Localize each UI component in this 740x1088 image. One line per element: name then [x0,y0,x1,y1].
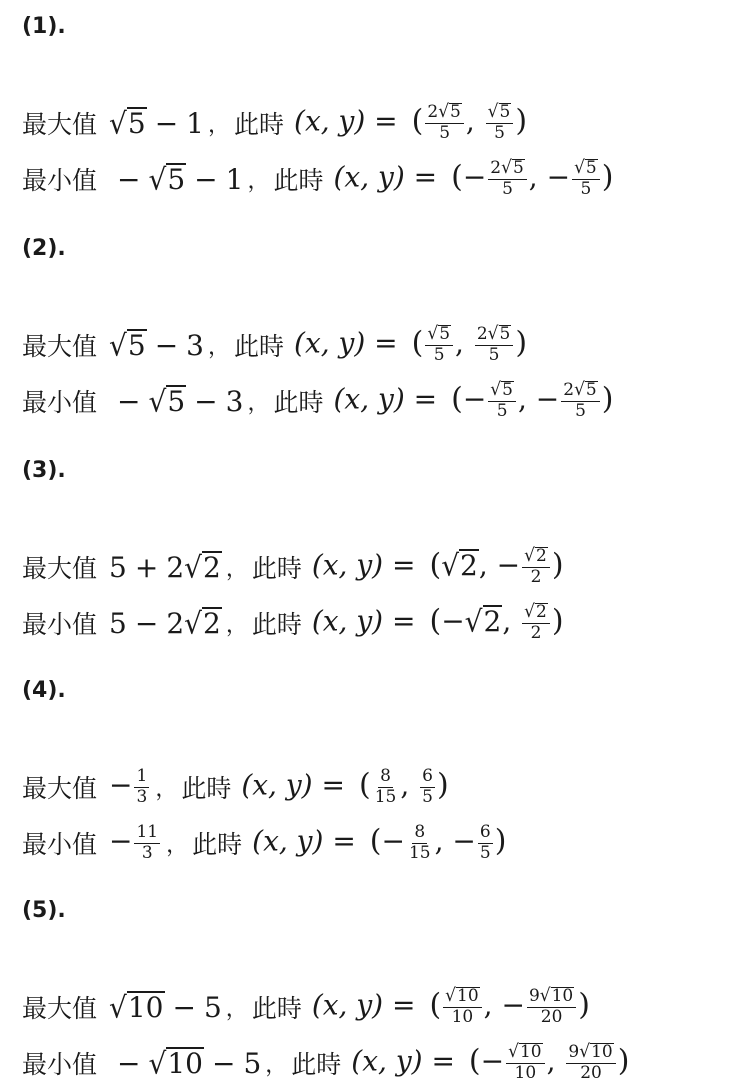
radical-sign: √ [441,547,460,583]
coefficient: 2 [427,101,439,122]
fullwidth-comma: ， [225,612,248,638]
radical-sign: √ [579,1041,591,1063]
radicand: 2 [535,601,547,622]
xy-lhs: (x, y) = [241,768,345,802]
close-paren: ) [551,603,564,639]
point-expression [312,547,564,587]
fraction [425,103,464,143]
close-paren: ) [494,823,507,859]
minus-sign: − [109,768,133,802]
square-root [501,159,525,179]
extreme-value [109,551,222,584]
min-value-line [22,376,613,426]
extreme-value [109,1047,261,1080]
section-heading: (3). [22,458,66,483]
max-label: 最大值 [22,332,98,361]
square-root [524,603,548,623]
radicand: 5 [450,101,461,122]
max-value-line [22,98,527,148]
number: 5 [243,1046,262,1080]
point-expression [241,767,448,807]
fraction [420,767,435,807]
fraction [561,381,600,421]
square-root [109,107,147,140]
comma: , [465,104,484,138]
radicand: 10 [591,1041,613,1062]
number: 2 [166,606,185,640]
min-label: 最小值 [22,388,98,417]
fullwidth-comma: ， [166,832,189,858]
numerator [527,987,576,1008]
problem-section [22,676,732,863]
radical-sign: √ [427,323,439,345]
square-root [540,987,574,1007]
denominator: 2 [530,622,542,643]
comma: , [400,768,419,802]
radical-sign: √ [524,601,535,623]
fraction [506,1043,544,1083]
close-paren: ) [601,381,614,417]
point-expression [312,603,564,643]
number: 1 [186,106,204,140]
operator: − [117,384,141,418]
point-label: 此時 [251,610,302,639]
radical-sign: √ [438,101,450,123]
numerator: 6 [479,821,491,842]
square-root [184,551,222,584]
point-label: 此時 [234,332,285,361]
min-value-line [22,598,564,648]
radical-sign: √ [109,989,127,1025]
fraction [475,325,514,365]
square-root [445,987,479,1007]
extreme-value [109,163,243,196]
radicand: 10 [551,985,574,1006]
max-label: 最大值 [22,994,98,1023]
minus-sign: − [462,160,487,194]
open-paren: ( [369,823,382,859]
max-label: 最大值 [22,110,98,139]
extreme-value [109,991,222,1024]
numerator: 6 [422,765,433,786]
numerator [506,1043,544,1064]
minus-sign: − [546,160,571,194]
denominator: 3 [136,786,148,807]
radicand: 2 [202,550,221,584]
point-expression [294,325,527,365]
radical-sign: √ [148,1045,167,1081]
point-label: 此時 [251,994,302,1023]
coefficient: 2 [490,157,502,178]
operator: − [194,384,218,418]
operator: − [211,1046,236,1080]
radicand: 5 [512,157,524,178]
max-value-line [22,982,590,1032]
point-label: 此時 [291,1050,342,1079]
min-label: 最小值 [22,166,98,195]
radicand: 2 [535,545,547,566]
minus-sign: − [441,604,465,638]
close-paren: ) [436,767,449,803]
radical-sign: √ [508,1041,519,1063]
point-label: 此時 [234,110,285,139]
radical-sign: √ [109,105,127,141]
extreme-value [109,607,222,640]
denominator: 10 [451,1006,474,1027]
xy-lhs: (x, y) = [333,160,438,194]
close-paren: ) [515,325,528,361]
operator: − [154,328,179,362]
numerator [561,381,600,402]
xy-lhs: (x, y) = [311,548,416,582]
extreme-value [109,329,204,362]
minus-sign: − [480,1044,505,1078]
min-value-line [22,1038,629,1088]
xy-lhs: (x, y) = [333,382,438,416]
fullwidth-comma: ， [207,112,230,138]
radical-sign: √ [148,161,167,197]
point-expression [312,987,590,1027]
denominator: 5 [422,786,433,807]
problem-section [22,456,732,643]
numerator [566,1043,615,1064]
max-label: 最大值 [22,774,98,803]
number: 5 [109,550,127,584]
minus-sign: − [501,988,525,1022]
fraction [373,767,399,807]
xy-lhs: (x, y) = [252,824,356,858]
open-paren: ( [468,1043,481,1079]
open-paren: ( [429,603,442,639]
open-paren: ( [451,381,463,417]
denominator: 3 [141,842,153,863]
square-root [579,1043,613,1063]
radical-sign: √ [184,549,202,585]
number: 1 [225,162,244,196]
denominator: 20 [580,1062,602,1083]
section-heading: (4). [22,678,66,703]
fraction [443,987,481,1027]
radicand: 5 [167,384,186,418]
xy-lhs: (x, y) = [311,988,416,1022]
square-root [465,605,503,638]
operator: + [134,550,159,584]
denominator: 5 [479,842,491,863]
radical-sign: √ [109,327,127,363]
radicand: 5 [127,328,146,362]
open-paren: ( [411,325,424,361]
radical-sign: √ [574,157,585,179]
denominator: 5 [433,344,445,365]
denominator: 15 [408,842,431,863]
denominator: 5 [496,400,508,421]
open-paren: ( [429,987,442,1023]
minus-sign: − [535,382,560,416]
comma: , [546,1044,565,1078]
min-label: 最小值 [22,1050,98,1079]
open-paren: ( [358,767,371,803]
xy-lhs: (x, y) = [311,604,416,638]
extreme-value [109,823,162,863]
square-root [184,607,222,640]
numerator [425,325,453,346]
section-heading: (5). [22,898,66,923]
numerator: 8 [380,765,391,786]
open-paren: ( [411,103,424,139]
fraction [522,603,550,643]
radicand: 10 [167,1046,203,1080]
point-label: 此時 [181,774,232,803]
fraction [134,767,149,807]
square-root [148,1047,203,1080]
fullwidth-comma: ， [247,168,270,194]
square-root [109,991,164,1024]
radicand: 5 [167,162,186,196]
point-label: 此時 [273,388,324,417]
radical-sign: √ [148,383,167,419]
radicand: 2 [483,604,502,638]
fullwidth-comma: ， [155,776,178,802]
radical-sign: √ [445,985,457,1007]
numerator: 1 [136,765,148,786]
operator: − [117,162,141,196]
max-value-line [22,320,527,370]
max-label: 最大值 [22,554,98,583]
point-expression [333,159,613,199]
xy-lhs: (x, y) = [294,104,398,138]
square-root [574,381,598,401]
radicand: 5 [585,157,597,178]
numerator [443,987,481,1008]
radical-sign: √ [490,379,502,401]
close-paren: ) [515,103,528,139]
numerator [572,159,600,180]
xy-lhs: (x, y) = [351,1044,455,1078]
radical-sign: √ [487,323,499,345]
square-root [148,385,186,418]
point-expression [333,381,613,421]
fullwidth-comma: ， [247,390,270,416]
operator: − [172,990,196,1024]
close-paren: ) [578,987,590,1023]
radicand: 5 [127,106,146,140]
square-root [490,381,514,401]
coefficient: 9 [568,1041,580,1062]
radical-sign: √ [184,605,202,641]
radical-sign: √ [464,603,483,639]
fraction [407,823,433,863]
denominator: 5 [439,122,451,143]
extreme-value [109,107,204,140]
min-label: 最小值 [22,610,98,639]
radicand: 5 [499,323,511,344]
problem-section [22,896,732,1083]
max-value-line [22,762,449,812]
minus-sign: − [381,824,405,858]
operator: − [154,106,179,140]
section-heading: (2). [22,236,66,261]
denominator: 5 [494,122,505,143]
radicand: 2 [460,548,478,582]
operator: − [117,1046,141,1080]
radical-sign: √ [524,545,535,567]
square-root [574,159,598,179]
point-label: 此時 [251,554,302,583]
denominator: 5 [575,400,586,421]
comma: , [483,988,502,1022]
numerator [522,603,550,624]
comma: , [434,824,453,858]
radicand: 5 [502,379,513,400]
denominator: 20 [540,1006,563,1027]
fullwidth-comma: ， [225,996,248,1022]
extreme-value [109,385,243,418]
comma: , [502,604,521,638]
problem-section [22,12,732,199]
numerator [425,103,464,124]
numerator [486,103,514,124]
close-paren: ) [617,1043,630,1079]
point-label: 此時 [273,166,324,195]
number: 5 [203,990,222,1024]
point-expression [252,823,506,863]
close-paren: ) [601,159,614,195]
numerator: 11 [136,821,159,842]
close-paren: ) [551,547,564,583]
fullwidth-comma: ， [265,1052,288,1078]
denominator: 15 [374,786,397,807]
square-root [441,549,479,582]
numerator [475,325,514,346]
open-paren: ( [451,159,463,195]
extreme-value [109,767,151,807]
radicand: 10 [519,1041,542,1062]
radicand: 2 [202,606,221,640]
fraction [566,1043,615,1083]
point-label: 此時 [192,830,243,859]
denominator: 5 [488,344,500,365]
fraction [134,823,160,863]
operator: − [134,606,159,640]
number: 3 [186,328,204,362]
number: 5 [109,606,127,640]
fraction [488,159,527,199]
denominator: 10 [514,1062,537,1083]
radicand: 5 [439,323,451,344]
min-value-line [22,818,506,868]
square-root [427,325,451,345]
comma: , [528,160,547,194]
open-paren: ( [429,547,442,583]
radical-sign: √ [574,379,585,401]
square-root [148,163,186,196]
radical-sign: √ [501,157,512,179]
fraction [572,159,600,199]
comma: , [455,326,473,360]
point-expression [294,103,527,143]
fraction [425,325,453,365]
fullwidth-comma: ， [207,334,230,360]
square-root [524,547,548,567]
fraction [488,381,516,421]
minus-sign: − [109,824,133,858]
min-label: 最小值 [22,830,98,859]
minus-sign: − [452,824,476,858]
number: 2 [166,550,185,584]
square-root [438,103,462,123]
number: 3 [225,384,244,418]
square-root [488,325,512,345]
fraction [522,547,550,587]
coefficient: 9 [528,985,540,1006]
denominator: 2 [530,566,542,587]
max-value-line [22,542,564,592]
coefficient: 2 [563,379,575,400]
square-root [109,329,147,362]
radicand: 5 [585,379,597,400]
point-expression [351,1043,629,1083]
fraction [486,103,514,143]
fraction [527,987,576,1027]
operator: − [194,162,218,196]
problem-section [22,234,732,421]
comma: , [478,548,497,582]
xy-lhs: (x, y) = [294,326,398,360]
radicand: 5 [499,101,511,122]
numerator [488,381,516,402]
fullwidth-comma: ， [225,556,248,582]
min-value-line [22,154,613,204]
fraction [478,823,493,863]
numerator [488,159,527,180]
radicand: 10 [127,990,164,1024]
section-heading: (1). [22,14,66,39]
minus-sign: − [462,382,487,416]
radical-sign: √ [487,101,499,123]
numerator: 8 [414,821,426,842]
coefficient: 2 [476,323,488,344]
denominator: 5 [580,178,592,199]
square-root [488,103,512,123]
comma: , [517,382,536,416]
square-root [508,1043,542,1063]
denominator: 5 [502,178,513,199]
numerator [522,547,550,568]
radical-sign: √ [539,985,551,1007]
radicand: 10 [457,985,479,1006]
minus-sign: − [496,548,521,582]
